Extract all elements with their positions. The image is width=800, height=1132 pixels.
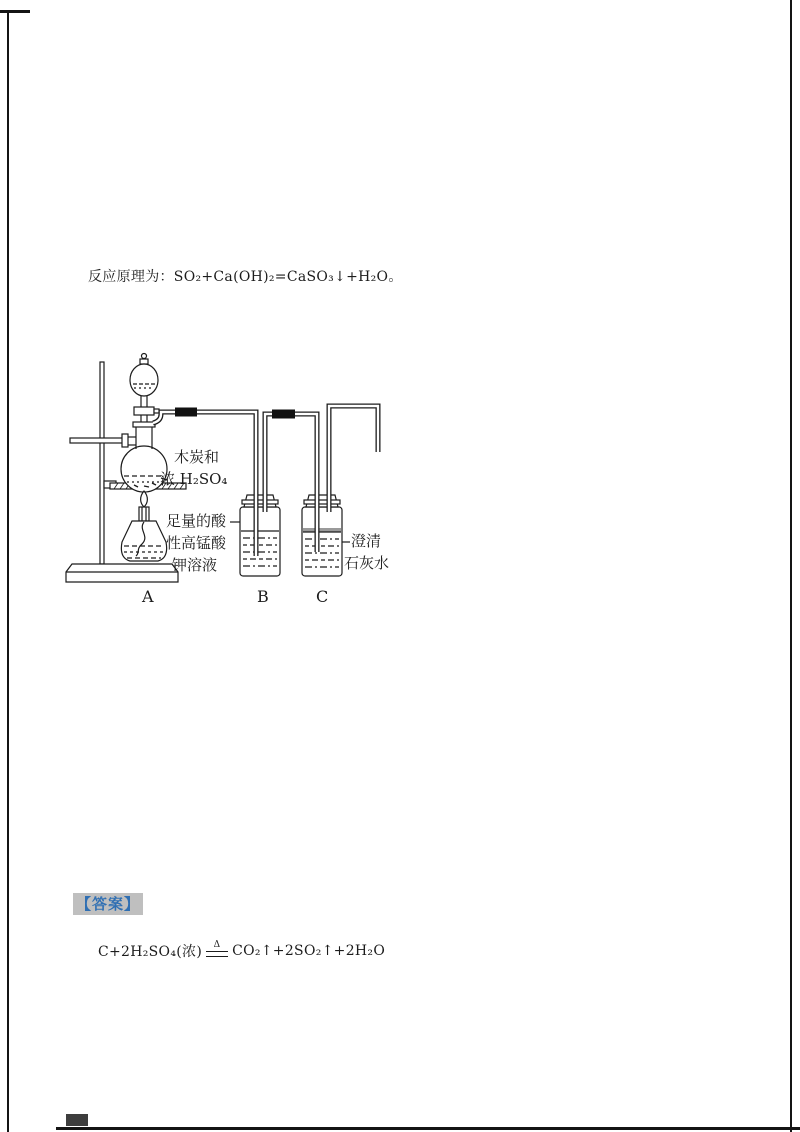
kmno4-label-line1: 足量的酸 [166,512,227,530]
charcoal-label-line1: 木炭和 [174,448,220,466]
page-border-right [790,0,792,1132]
equals-double-bar [206,951,228,957]
wick-holder [139,507,149,521]
delta-condition: Δ [213,940,221,950]
apparatus-figure [64,350,392,612]
stopcock [134,407,154,415]
apparatus-letter-a: A [142,587,154,606]
answer-section-label: 【答案】 [73,893,143,915]
page-border-left [7,10,9,1132]
apparatus-letter-c: C [316,587,329,606]
apparatus-diagram [64,350,392,612]
stand-clamp-arm [70,438,124,443]
page-border-top-left [0,10,30,13]
reaction-condition-arrow [206,941,228,957]
answer-equation-left: C+2H₂SO₄(浓) [98,944,203,960]
flame [141,491,148,507]
answer-equation [98,941,385,961]
limewater-label-line1: 澄清 [351,532,382,550]
limewater-label-line2: 石灰水 [344,554,390,572]
question-known-info-line: 反应原理为：SO₂+Ca(OH)₂=CaSO₃↓+H₂O。 [88,269,403,285]
stand-base [66,564,178,582]
charcoal-label-line2: 浓 H₂SO₄ [160,470,228,488]
gas-washing-bottle-b [240,495,280,576]
answer-equation-right: CO₂↑+2SO₂↑+2H₂O [232,943,386,959]
apparatus-letter-b: B [257,587,269,606]
gas-washing-bottle-c [302,495,342,576]
footer-mark [66,1114,88,1126]
alcohol-lamp [121,491,166,561]
kmno4-label-line2: 性高锰酸 [166,534,227,552]
kmno4-label-line3: 钾溶液 [172,556,218,574]
dropping-funnel [130,354,159,427]
page-border-bottom [56,1127,800,1130]
